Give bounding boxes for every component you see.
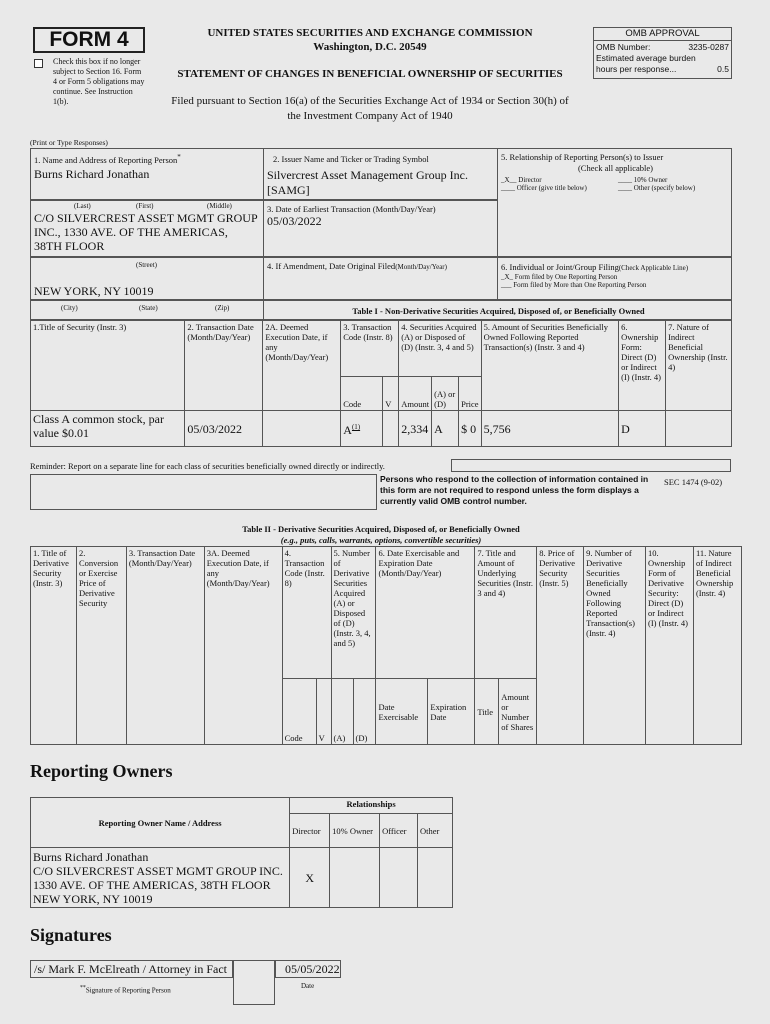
t1-sub-amount: Amount bbox=[399, 377, 432, 411]
reminder-box-left bbox=[30, 474, 377, 510]
relationship-label: 5. Relationship of Reporting Person(s) to Issuer bbox=[501, 152, 664, 162]
city-state-zip-labels bbox=[30, 300, 264, 320]
t1-sub-v: V bbox=[383, 377, 399, 411]
t2-sub-amount: Amount or Number of Shares bbox=[499, 679, 537, 745]
relationships-header: Relationships bbox=[290, 798, 453, 814]
first-label: (First) bbox=[136, 202, 154, 210]
issuer-label: 2. Issuer Name and Ticker or Trading Symbol bbox=[273, 154, 429, 164]
form-title: FORM 4 bbox=[49, 28, 129, 51]
omb-number: 3235-0287 bbox=[688, 42, 729, 52]
signatures-heading: Signatures bbox=[30, 925, 112, 945]
owner-cell bbox=[31, 848, 290, 908]
signature-text: /s/ Mark F. McElreath / Attorney in Fact bbox=[34, 962, 228, 976]
owner-name: Burns Richard Jonathan bbox=[33, 849, 149, 864]
address-line3: 38TH FLOOR bbox=[34, 239, 105, 253]
t1-h-deemed: 2A. Deemed Execution Date, if any (Month/Day/Year) bbox=[263, 321, 341, 411]
t1-h-amount-owned: 5. Amount of Securities Beneficially Owned Following Reported Transaction(s) (Instr. 3 and 4) bbox=[481, 321, 619, 411]
agency-city: Washington, D.C. 20549 bbox=[313, 41, 427, 53]
check-box-instruction: Check this box if no longer subject to Section 16. Form 4 or Form 5 obligations may continue. See Instruction 1(b). bbox=[53, 57, 145, 106]
t2-sub-code: Code bbox=[282, 679, 316, 745]
t2-h-underlying: 7. Title and Amount of Underlying Securities (Instr. 3 and 4) bbox=[475, 547, 537, 679]
earliest-transaction-date: 05/03/2022 bbox=[267, 214, 322, 228]
t2-h-exercisable: 6. Date Exercisable and Expiration Date (Month/Day/Year) bbox=[376, 547, 475, 679]
t2-sub-a: (A) bbox=[331, 679, 353, 745]
reminder-text: Reminder: Report on a separate line for each class of securities beneficially owned directly or indirectly. bbox=[30, 461, 385, 471]
reporting-person-star: * bbox=[177, 153, 181, 161]
state-label: (State) bbox=[139, 304, 158, 312]
table1-title: Table I - Non-Derivative Securities Acquired, Disposed of, or Beneficially Owned bbox=[352, 306, 645, 316]
amendment-box bbox=[263, 257, 498, 300]
t2-sub-d: (D) bbox=[353, 679, 376, 745]
t1-row-date: 05/03/2022 bbox=[185, 411, 263, 447]
omb-title: OMB APPROVAL bbox=[594, 28, 731, 41]
more-persons-option: ___ Form filed by More than One Reporting Person bbox=[501, 281, 647, 289]
agency-name: UNITED STATES SECURITIES AND EXCHANGE COMMISSION bbox=[207, 27, 533, 39]
t2-h-nature: 11. Nature of Indirect Beneficial Ownership (Instr. 4) bbox=[693, 547, 741, 745]
ten-percent-owner-header: 10% Owner bbox=[330, 814, 380, 848]
t2-h-date: 3. Transaction Date (Month/Day/Year) bbox=[126, 547, 204, 745]
omb-hours: 0.5 bbox=[717, 64, 729, 74]
reporting-owners-heading: Reporting Owners bbox=[30, 761, 173, 781]
t2-h-code: 4. Transaction Code (Instr. 8) bbox=[282, 547, 331, 679]
other-option: ____ Other (specify below) bbox=[618, 184, 696, 192]
sec-code: SEC 1474 (9-02) bbox=[664, 477, 723, 487]
t1-row-aord: A bbox=[432, 411, 459, 447]
ten-percent-owner-option: ____ 10% Owner bbox=[618, 176, 668, 184]
reporting-person-label: 1. Name and Address of Reporting Person bbox=[34, 154, 178, 165]
reporting-owners-table bbox=[30, 797, 453, 908]
t2-sub-exp: Expiration Date bbox=[428, 679, 475, 745]
t1-sub-price: Price bbox=[459, 377, 481, 411]
t2-h-conversion: 2. Conversion or Exercise Price of Derivative Security bbox=[76, 547, 126, 745]
date-label: Date bbox=[301, 982, 315, 990]
officer-option: ____ Officer (give title below) bbox=[501, 184, 587, 192]
zip-label: (Zip) bbox=[215, 304, 230, 312]
t1-h-code: 3. Transaction Code (Instr. 8) bbox=[341, 321, 399, 377]
t2-h-title: 1. Title of Derivative Security (Instr. 3) bbox=[31, 547, 77, 745]
amendment-label: 4. If Amendment, Date Original Filed bbox=[267, 261, 396, 271]
owner-address2: 1330 AVE. OF THE AMERICAS, 38TH FLOOR bbox=[33, 877, 271, 892]
omb-hours-label: hours per response... bbox=[596, 64, 677, 74]
table2-title: Table II - Derivative Securities Acquired, Disposed of, or Beneficially Owned bbox=[242, 524, 520, 534]
t1-row-nature bbox=[666, 411, 732, 447]
t1-h-ownership-form: 6. Ownership Form: Direct (D) or Indirect (I) (Instr. 4) bbox=[619, 321, 666, 411]
owner-address1: C/O SILVERCREST ASSET MGMT GROUP INC. bbox=[33, 863, 283, 878]
director-header: Director bbox=[290, 814, 330, 848]
last-label: (Last) bbox=[74, 202, 91, 210]
city-state-zip: NEW YORK, NY 10019 bbox=[34, 284, 154, 298]
table2-subtitle: (e.g., puts, calls, warrants, options, convertible securities) bbox=[280, 535, 482, 545]
table1 bbox=[30, 320, 732, 447]
statement-title: STATEMENT OF CHANGES IN BENEFICIAL OWNERSHIP OF SECURITIES bbox=[177, 68, 563, 80]
t1-row-form: D bbox=[619, 411, 666, 447]
signature-date: 05/05/2022 bbox=[285, 962, 340, 976]
reminder-box-right bbox=[451, 459, 731, 472]
owner-address3: NEW YORK, NY 10019 bbox=[33, 891, 153, 906]
address-line1: C/O SILVERCREST ASSET MGMT GROUP bbox=[34, 211, 258, 225]
date-box bbox=[275, 960, 341, 978]
persons-notice: Persons who respond to the collection of information contained in this form are not required to respond unless the form displays a currently valid OMB control number. bbox=[380, 474, 649, 506]
reporting-person-city-box bbox=[30, 257, 264, 300]
filed-pursuant-line2: the Investment Company Act of 1940 bbox=[287, 110, 453, 122]
t2-h-price: 8. Price of Derivative Security (Instr. 5) bbox=[537, 547, 584, 745]
omb-approval-box bbox=[593, 27, 732, 79]
t2-sub-date-ex: Date Exercisable bbox=[376, 679, 428, 745]
t2-h-number-owned: 9. Number of Derivative Securities Beneficially Owned Following Reported Transaction(s) (Instr. 4) bbox=[584, 547, 646, 745]
t1-row-v bbox=[383, 411, 399, 447]
t2-h-number: 5. Number of Derivative Securities Acquired (A) or Disposed of (D) (Instr. 3, 4, and 5) bbox=[331, 547, 376, 679]
other-header: Other bbox=[418, 814, 453, 848]
amendment-sub: (Month/Day/Year) bbox=[395, 263, 447, 271]
officer-header: Officer bbox=[380, 814, 418, 848]
t1-row-code-cell bbox=[341, 411, 383, 447]
earliest-transaction-label: 3. Date of Earliest Transaction (Month/Day/Year) bbox=[267, 204, 436, 214]
t1-h-title: 1.Title of Security (Instr. 3) bbox=[31, 321, 185, 411]
omb-number-label: OMB Number: bbox=[596, 42, 651, 52]
address-line2: INC., 1330 AVE. OF THE AMERICAS, bbox=[34, 225, 228, 239]
issuer-ticker: [SAMG] bbox=[267, 183, 310, 197]
t1-row-deemed bbox=[263, 411, 341, 447]
t2-sub-v: V bbox=[316, 679, 331, 745]
table2 bbox=[30, 546, 742, 745]
filing-type-box bbox=[497, 257, 732, 300]
issuer-name: Silvercrest Asset Management Group Inc. bbox=[267, 168, 468, 182]
t1-row-amount: 2,334 bbox=[399, 411, 432, 447]
filing-type-sub: (Check Applicable Line) bbox=[618, 264, 689, 272]
t1-row-code: A bbox=[343, 423, 352, 437]
t1-row-title: Class A common stock, par value $0.01 bbox=[31, 411, 185, 447]
director-mark: X bbox=[290, 848, 330, 908]
signature-spacer-box bbox=[233, 960, 275, 1005]
signature-box bbox=[30, 960, 233, 978]
t2-h-ownership: 10. Ownership Form of Derivative Security: Direct (D) or Indirect (I) (Instr. 4) bbox=[646, 547, 694, 745]
filing-type-label: 6. Individual or Joint/Group Filing bbox=[501, 262, 619, 272]
t1-h-securities: 4. Securities Acquired (A) or Disposed of (D) (Instr. 3, 4 and 5) bbox=[399, 321, 481, 377]
t1-h-date: 2. Transaction Date (Month/Day/Year) bbox=[185, 321, 263, 411]
owner-name-header: Reporting Owner Name / Address bbox=[31, 798, 290, 848]
street-label: (Street) bbox=[136, 261, 157, 269]
issuer-box bbox=[263, 148, 498, 200]
t2-sub-title: Title bbox=[475, 679, 499, 745]
table1-title-box bbox=[263, 300, 732, 320]
t1-row-owned: 5,756 bbox=[481, 411, 619, 447]
omb-burden: Estimated average burden bbox=[596, 53, 696, 63]
relationship-box bbox=[497, 148, 732, 257]
reporting-person-name: Burns Richard Jonathan bbox=[34, 167, 150, 181]
reporting-person-box bbox=[30, 148, 264, 200]
signature-label: Signature of Reporting Person bbox=[85, 986, 171, 995]
no-longer-subject-checkbox[interactable] bbox=[34, 59, 43, 68]
relationship-sub: (Check all applicable) bbox=[577, 163, 654, 173]
t1-row-price: $ 0 bbox=[459, 411, 481, 447]
middle-label: (Middle) bbox=[207, 202, 232, 210]
earliest-transaction-box bbox=[263, 200, 498, 257]
director-option: _X__ Director bbox=[501, 176, 542, 184]
signature-star: ** bbox=[80, 985, 86, 991]
table-row bbox=[31, 411, 732, 447]
filed-pursuant-line1: Filed pursuant to Section 16(a) of the Securities Exchange Act of 1934 or Section 30(h) of bbox=[171, 95, 569, 107]
t1-sub-code: Code bbox=[341, 377, 383, 411]
t1-sub-aord: (A) or (D) bbox=[432, 377, 459, 411]
print-type-note: (Print or Type Responses) bbox=[30, 138, 108, 147]
t1-row-footnote[interactable]: (1) bbox=[351, 423, 361, 431]
form-title-box bbox=[33, 27, 145, 53]
city-label: (City) bbox=[61, 304, 78, 312]
reporting-person-address-box bbox=[30, 200, 264, 257]
t2-h-deemed: 3A. Deemed Execution Date, if any (Month/Day/Year) bbox=[204, 547, 282, 745]
one-person-option: _X_ Form filed by One Reporting Person bbox=[501, 273, 618, 281]
t1-h-nature: 7. Nature of Indirect Beneficial Ownership (Instr. 4) bbox=[666, 321, 732, 411]
table-row bbox=[31, 848, 453, 908]
